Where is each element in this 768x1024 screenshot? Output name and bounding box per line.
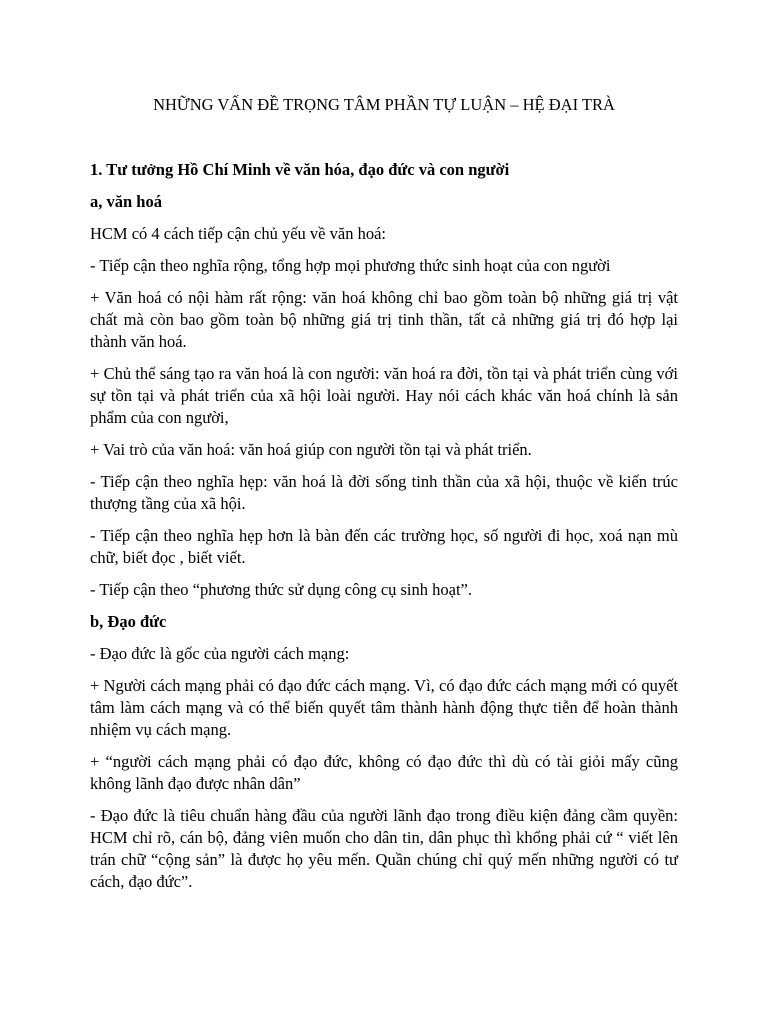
paragraph: - Tiếp cận theo “phương thức sử dụng công cụ sinh hoạt”. <box>90 580 472 599</box>
paragraph: HCM có 4 cách tiếp cận chủ yếu về văn hoá: <box>90 224 386 243</box>
paragraph: + Văn hoá có nội hàm rất rộng: văn hoá không chỉ bao gồm toàn bộ những giá trị vật chất mà còn bao gồm toàn bộ những giá trị tinh thần, tất cả những giá trị đó hợp lại thành văn hoá. <box>90 288 678 351</box>
document-title: NHỮNG VẤN ĐỀ TRỌNG TÂM PHẦN TỰ LUẬN – HỆ ĐẠI TRÀ <box>153 95 615 114</box>
paragraph: - Tiếp cận theo nghĩa hẹp hơn là bàn đến các trường học, số người đi học, xoá nạn mù chữ, biết đọc , biết viết. <box>90 526 678 567</box>
paragraph: + Người cách mạng phải có đạo đức cách mạng. Vì, có đạo đức cách mạng mới có quyết tâm làm cách mạng và có thể biến quyết tâm thành hành động thực tiễn để hoàn thành nhiệm vụ cách mạng. <box>90 676 678 739</box>
document-body <box>90 159 678 903</box>
paragraph: - Đạo đức là tiêu chuẩn hàng đầu của người lãnh đạo trong điều kiện đảng cầm quyền: HCM chỉ rõ, cán bộ, đảng viên muốn cho dân tin, dân phục thì khổng phải cứ “ viết lên trán chữ “cộng sản” là được họ yêu mến. Quần chúng chỉ quý mến những người có tư cách, đạo đức”. <box>90 806 678 891</box>
section-heading: 1. Tư tưởng Hồ Chí Minh về văn hóa, đạo đức và con người <box>90 160 510 179</box>
paragraph: - Tiếp cận theo nghĩa rộng, tổng hợp mọi phương thức sinh hoạt của con người <box>90 256 611 275</box>
paragraph: + “người cách mạng phải có đạo đức, không có đạo đức thì dù có tài giỏi mấy cũng không lãnh đạo được nhân dân” <box>90 752 678 793</box>
paragraph: - Đạo đức là gốc của người cách mạng: <box>90 644 350 663</box>
paragraph: + Vai trò của văn hoá: văn hoá giúp con người tồn tại và phát triển. <box>90 440 532 459</box>
paragraph: + Chủ thể sáng tạo ra văn hoá là con người: văn hoá ra đời, tồn tại và phát triển cùng với sự tồn tại và phát triển của xã hội loài người. Hay nói cách khác văn hoá chính là sản phẩm của con người, <box>90 364 678 427</box>
subsection-heading: b, Đạo đức <box>90 612 167 631</box>
paragraph: - Tiếp cận theo nghĩa hẹp: văn hoá là đời sống tinh thần của xã hội, thuộc về kiến trúc thượng tầng của xã hội. <box>90 472 678 513</box>
subsection-heading: a, văn hoá <box>90 192 162 211</box>
